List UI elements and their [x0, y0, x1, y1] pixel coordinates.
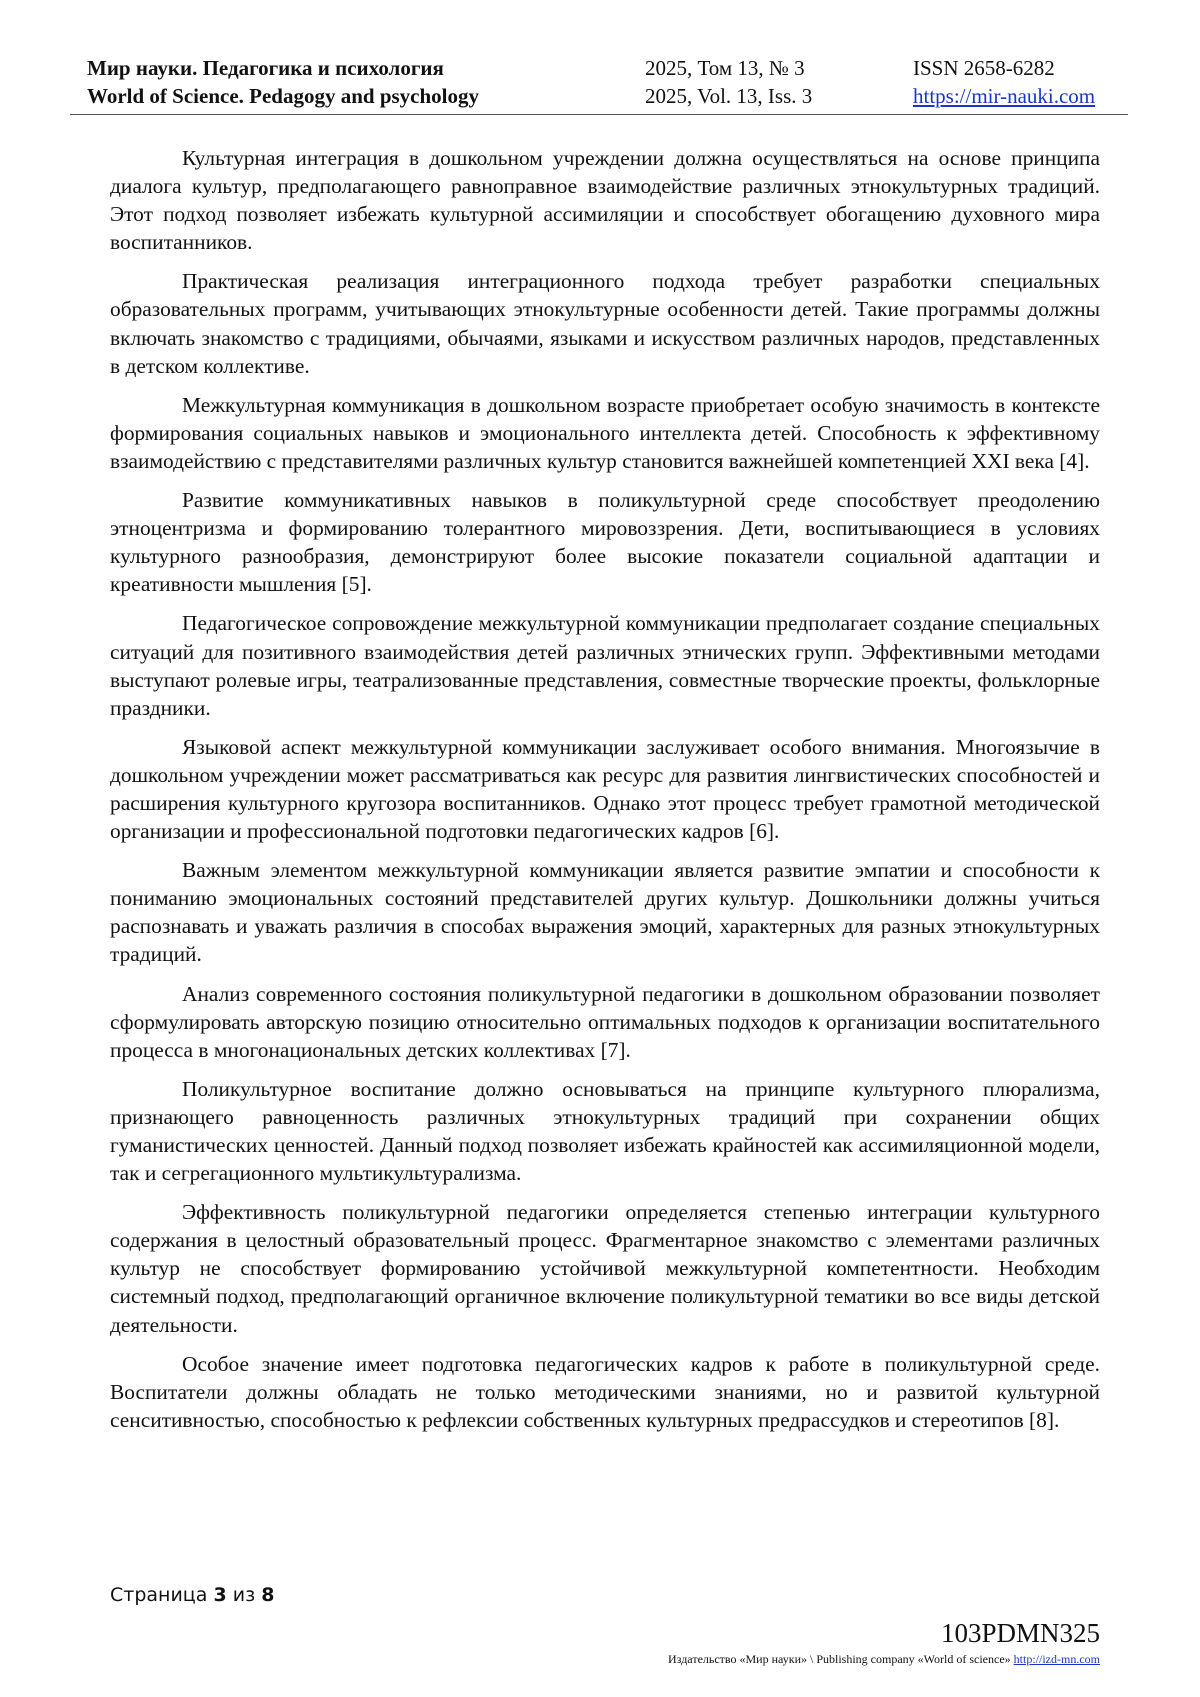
journal-header [70, 50, 1128, 115]
journal-title-ru: Мир науки. Педагогика и психология [87, 56, 444, 80]
paragraph: Культурная интеграция в дошкольном учреждении должна осуществляться на основе принципа диалога культур, предполагающего равноправное взаимодействие различных этнокультурных традиций. Этот подход позволяет избежать культурной ассимиляции и способствует обогащению духовного мира воспитанников. [110, 146, 1100, 255]
journal-title-en: World of Science. Pedagogy and psychology [87, 84, 480, 108]
issn: ISSN 2658-6282 [913, 56, 1055, 80]
paragraph: Особое значение имеет подготовка педагогических кадров к работе в поликультурной среде. Воспитатели должны обладать не только методическими знаниями, но и развитой культурной сенситивностью, способностью к рефлексии собственных культурных предрассудков и стереотипов [8]. [110, 1351, 1100, 1432]
paragraph: Межкультурная коммуникация в дошкольном возрасте приобретает особую значимость в контексте формирования социальных навыков и эмоционального интеллекта детей. Способность к эффективному взаимодействию с представителями различных культур становится важнейшей компетенцией XXI века [4]. [110, 392, 1100, 473]
publisher-name: Издательство «Мир науки» \ Publishing company «World of science» [668, 1652, 1011, 1666]
issn-block [913, 54, 1095, 110]
journal-site-link[interactable]: https://mir-nauki.com [913, 84, 1096, 108]
page-number [110, 1584, 274, 1606]
paragraph: Важным элементом межкультурной коммуникации является развитие эмпатии и способности к пониманию эмоциональных состояний представителей других культур. Дошкольники должны учиться распознавать и уважать различия в способах выражения эмоций, характерных для разных этнокультурных традиций. [110, 858, 1100, 967]
issue-ru: 2025, Том 13, № 3 [645, 56, 805, 80]
publisher-line [668, 1652, 1100, 1667]
paragraph: Поликультурное воспитание должно основываться на принципе культурного плюрализма, признающего равноценность различных этнокультурных традиций при сохранении общих гуманистических ценностей. Данный подход позволяет избежать крайностей как ассимиляционной модели, так и сегрегационного мультикультурализма. [110, 1076, 1100, 1186]
document-code: 103PDMN325 [940, 1618, 1100, 1648]
paragraph: Эффективность поликультурной педагогики определяется степенью интеграции культурного содержания в целостный образовательный процесс. Фрагментарное знакомство с элементами различных культур не способствует формированию устойчивой межкультурной компетентности. Необходим системный подход, предполагающий органичное включение поликультурной тематики во все виды детской деятельности. [110, 1200, 1100, 1337]
page-of: из [232, 1584, 256, 1606]
issue-block [645, 54, 812, 110]
article-body [110, 144, 1100, 1445]
publisher-link[interactable]: http://izd-mn.com [1013, 1652, 1100, 1666]
page-total: 8 [261, 1584, 275, 1606]
journal-title-block [87, 54, 479, 110]
paragraph: Практическая реализация интеграционного подхода требует разработки специальных образовательных программ, учитывающих этнокультурные особенности детей. Такие программы должны включать знакомство с традициями, обычаями, языками и искусством различных народов, представленных в детском коллективе. [110, 269, 1100, 378]
issue-en: 2025, Vol. 13, Iss. 3 [645, 84, 813, 108]
page-word: Страница [110, 1584, 208, 1606]
paragraph: Анализ современного состояния поликультурной педагогики в дошкольном образовании позволяет сформулировать авторскую позицию относительно оптимальных подходов к организации воспитательного процесса в многонациональных детских коллективах [7]. [110, 981, 1100, 1062]
paragraph: Развитие коммуникативных навыков в поликультурной среде способствует преодолению этноцентризма и формированию толерантного мировоззрения. Дети, воспитывающиеся в условиях культурного разнообразия, демонстрируют более высокие показатели социальной адаптации и креативности мышления [5]. [110, 488, 1100, 597]
page-current: 3 [213, 1584, 227, 1606]
paragraph: Педагогическое сопровождение межкультурной коммуникации предполагает создание специальных ситуаций для позитивного взаимодействия детей различных этнических групп. Эффективными методами выступают ролевые игры, театрализованные представления, совместные творческие проекты, фольклорные праздники. [110, 611, 1100, 720]
paragraph: Языковой аспект межкультурной коммуникации заслуживает особого внимания. Многоязычие в дошкольном учреждении может рассматриваться как ресурс для развития лингвистических способностей и расширения культурного кругозора воспитанников. Однако этот процесс требует грамотной методической организации и профессиональной подготовки педагогических кадров [6]. [110, 734, 1100, 844]
